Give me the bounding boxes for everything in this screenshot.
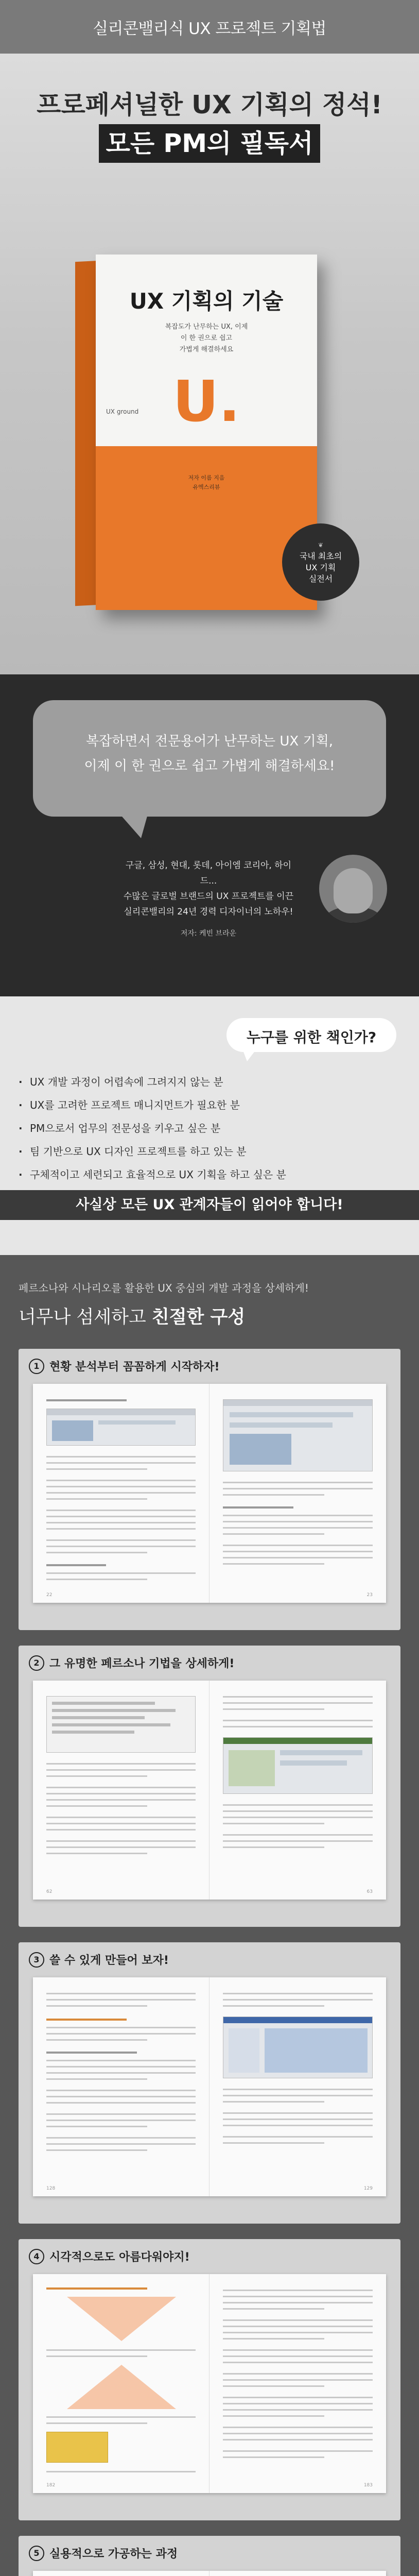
book-spread [33, 1681, 386, 1900]
spread-left-page [33, 1681, 210, 1900]
book-spread [33, 1384, 386, 1603]
feature-card-1 [19, 1349, 400, 1630]
who-title-bubble-tail [242, 1048, 257, 1061]
book-authors-line1: 저자 이름 지음 [188, 474, 225, 481]
book-subtitle [96, 321, 317, 355]
feature-card-5 [19, 2536, 400, 2576]
spread-left-page [33, 2274, 210, 2493]
page-number: 183 [363, 2483, 373, 2488]
features-intro-large-a: 너무나 섬세하고 [19, 1307, 152, 1328]
hero-highlight-box [99, 124, 321, 163]
feature-title: 시각적으로도 아름다워야지! [49, 2251, 190, 2264]
feature-number: 1 [29, 1359, 44, 1374]
list-item: · 구체적이고 세련되고 효율적으로 UX 기획을 하고 싶은 분 [19, 1163, 400, 1187]
speech-bubble-text [33, 729, 386, 778]
target-readers-section [0, 996, 419, 1255]
list-item: · UX를 고려한 프로젝트 매니지먼트가 필요한 분 [19, 1094, 400, 1117]
book-spread [33, 1977, 386, 2196]
top-banner [0, 0, 419, 54]
screenshot-figure [223, 1737, 373, 1794]
feature-title: 실용적으로 가공하는 과정 [49, 2548, 178, 2561]
hero-section [0, 54, 419, 674]
book-series-logo: UX ground [106, 408, 139, 415]
hero-headline-line1: 프로페셔널한 UX 기획의 정석! [37, 90, 382, 120]
avatar-head [334, 868, 373, 913]
screenshot-figure [223, 2016, 373, 2078]
heading-line [46, 1399, 127, 1401]
list-item: · 팀 기반으로 UX 디자인 프로젝트를 하고 있는 분 [19, 1140, 400, 1163]
spread-right-page [210, 2274, 386, 2493]
hero-headline [0, 86, 419, 163]
book-spread [33, 2274, 386, 2493]
page-number: 129 [363, 2186, 373, 2191]
author-text-line2: 수많은 글로벌 브랜드의 UX 프로젝트를 이끈 [123, 891, 294, 902]
features-intro-large [19, 1303, 309, 1329]
book-spine [75, 261, 98, 606]
spread-right-page [210, 1977, 386, 2196]
badge-line2: UX 기획 [305, 563, 336, 572]
who-title: 누구를 위한 책인가? [246, 1029, 377, 1046]
book-subtitle-line1: 복잡도가 난무하는 UX, 이제 [165, 323, 248, 331]
book-cover-top [96, 255, 317, 446]
page-number: 182 [46, 2483, 56, 2488]
features-intro [19, 1280, 309, 1329]
feature-card-3 [19, 1942, 400, 2224]
list-item: · UX 개발 과정이 어렵속에 그려지지 않는 분 [19, 1071, 400, 1094]
spread-right-page [210, 2571, 386, 2576]
screenshot-figure [46, 1409, 196, 1446]
feature-number: 3 [29, 1952, 44, 1968]
quote-line2: 이제 이 한 권으로 쉽고 가볍게 해결하세요! [84, 758, 335, 774]
top-banner-title: 실리콘밸리식 UX 프로젝트 기획법 [93, 19, 326, 38]
feature-number: 5 [29, 2546, 44, 2561]
book-authors-line2: 유엑스리뷰 [193, 484, 220, 490]
author-text-line1: 구글, 삼성, 현대, 롯데, 아이엠 코리아, 하이드... [125, 860, 292, 886]
screenshot-figure [223, 1399, 373, 1471]
book-spread [33, 2571, 386, 2576]
must-read-banner: 사실상 모든 UX 관계자들이 읽어야 합니다! [0, 1190, 419, 1220]
target-readers-list [19, 1071, 400, 1187]
triangle-diagram [67, 2297, 176, 2341]
feature-label [29, 1358, 220, 1374]
screenshot-figure [46, 1696, 196, 1753]
list-item: · PM으로서 업무의 전문성을 키우고 싶은 분 [19, 1117, 400, 1140]
features-intro-large-b: 친절한 구성 [151, 1307, 246, 1328]
book-subtitle-line2: 이 한 권으로 쉽고 [180, 334, 233, 342]
photo-figure [46, 2432, 108, 2463]
hero-headline-line2-highlight: PM의 필독서 [163, 129, 313, 158]
laurel-icon: ❦ [318, 541, 324, 549]
author-avatar [319, 855, 387, 923]
author-name: 저자: 케빈 브라운 [180, 929, 237, 938]
page-number: 63 [366, 1889, 373, 1894]
speech-bubble-tail [118, 812, 148, 838]
badge-line1: 국내 최초의 [299, 551, 342, 561]
feature-title: 그 유명한 페르소나 기법을 상세하게! [49, 1657, 235, 1670]
feature-card-4 [19, 2239, 400, 2520]
feature-label [29, 2248, 190, 2264]
spread-left-page [33, 1384, 210, 1603]
author-text-line3: 실리콘밸리의 24년 경력 디자이너의 노하우! [124, 907, 293, 917]
book-subtitle-line3: 가볍게 해결하세요 [179, 346, 234, 353]
feature-title: 쓸 수 있게 만들어 보자! [49, 1954, 169, 1967]
feature-label [29, 1655, 234, 1671]
spread-left-page [33, 1977, 210, 2196]
book-authors [96, 473, 317, 492]
page-number: 62 [46, 1889, 53, 1894]
book-cover [75, 255, 317, 610]
feature-label [29, 2545, 178, 2561]
quote-line1: 복잡하면서 전문용어가 난무하는 UX 기획, [85, 734, 334, 749]
speech-bubble [33, 700, 386, 817]
feature-number: 2 [29, 1655, 44, 1671]
page-number: 23 [366, 1592, 373, 1598]
feature-title: 현황 분석부터 꼼꼼하게 시작하자! [49, 1361, 220, 1374]
page-number: 128 [46, 2186, 56, 2191]
book-title: UX 기획의 기술 [129, 289, 284, 314]
spread-right-page [210, 1681, 386, 1900]
author-intro [118, 858, 324, 938]
badge-line3: 실전서 [308, 574, 333, 584]
feature-number: 4 [29, 2249, 44, 2264]
hero-headline-line2-prefix: 모든 [106, 129, 164, 158]
page-number: 22 [46, 1592, 53, 1598]
author-description [118, 858, 299, 920]
feature-card-2 [19, 1646, 400, 1927]
feature-label [29, 1952, 169, 1968]
hero-headline-line2 [0, 124, 419, 163]
triangle-diagram [67, 2365, 176, 2409]
book-u-mark: U. [172, 368, 240, 434]
quote-section [0, 674, 419, 996]
features-intro-small: 페르소나와 시나리오를 활용한 UX 중심의 개발 과정을 상세하게! [19, 1282, 309, 1294]
features-section [0, 1255, 419, 2576]
spread-right-page [210, 1384, 386, 1603]
first-in-korea-badge [282, 523, 359, 601]
spread-left-page [33, 2571, 210, 2576]
